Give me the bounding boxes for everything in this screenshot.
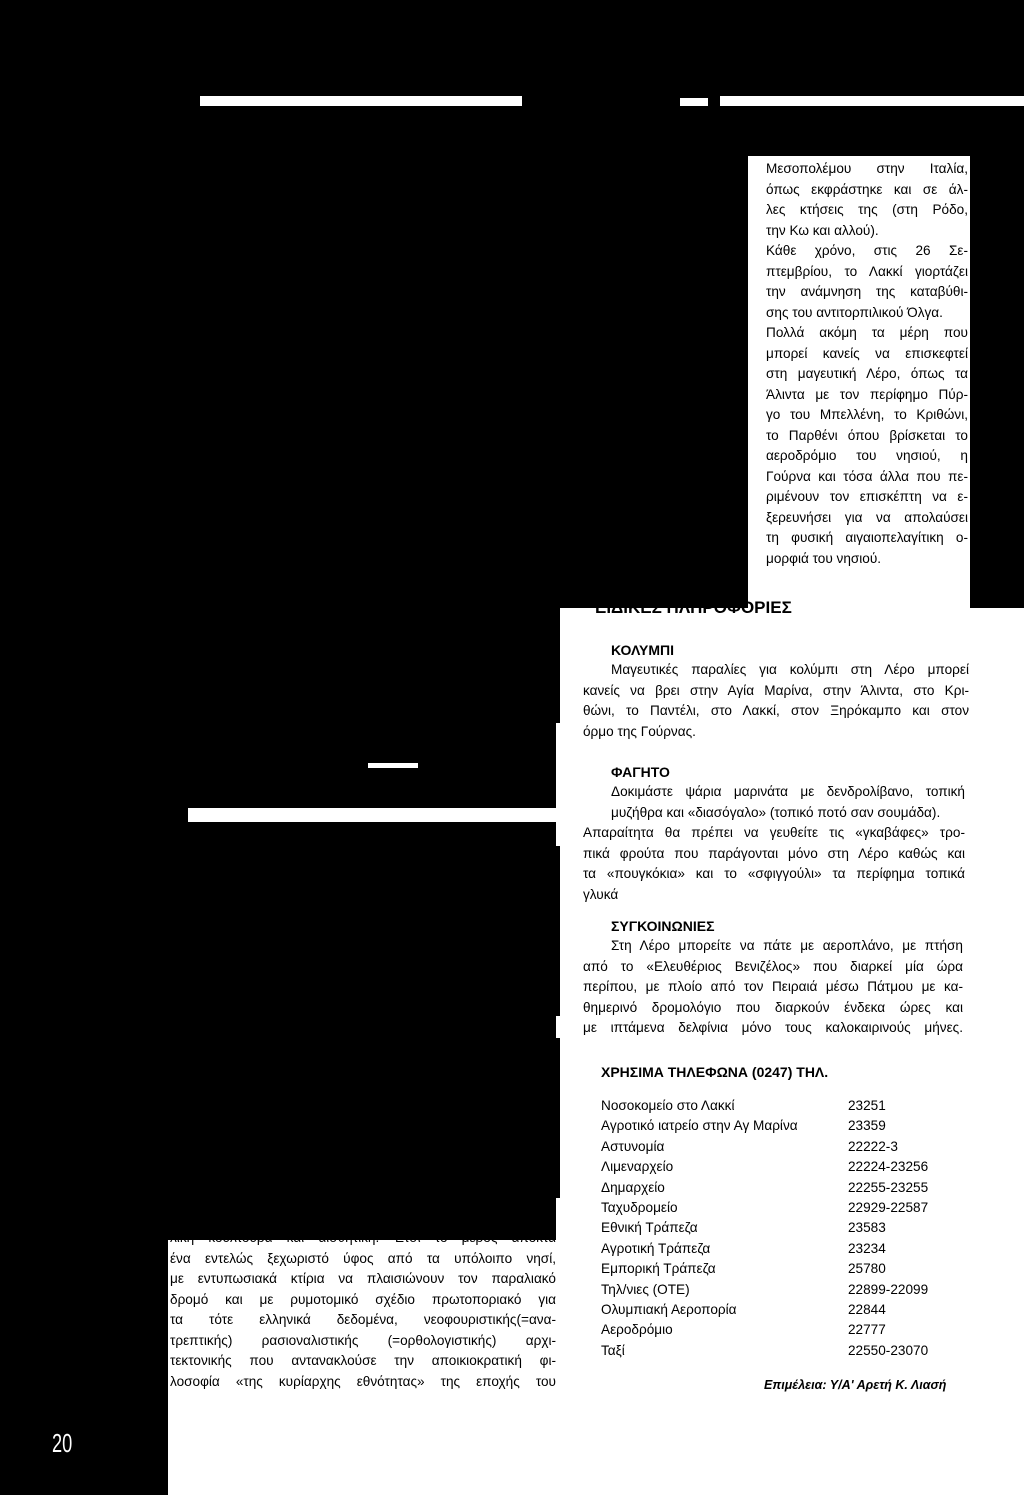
food-section	[583, 762, 965, 905]
text-line: με ιπτάμενα δελφίνια μόνο τους καλοκαιρινούς μήνες.	[583, 1020, 963, 1035]
text-line: Άλιντα με τον περίφημο Πύρ-	[766, 386, 968, 402]
dark-photo-area-right-lower	[590, 186, 748, 608]
phone-row	[601, 1300, 981, 1320]
phone-row	[601, 1178, 981, 1198]
dark-photo-area-right-stub-3	[556, 1038, 560, 1198]
phone-name: Αεροδρόμιο	[601, 1322, 673, 1338]
text-line: τα «πουγκόκια» και το «σφιγγούλι» τα περίφημα τοπικά	[583, 866, 965, 881]
phone-row	[601, 1239, 981, 1259]
text-line: το Παρθένι όπου βρίσκεται το	[766, 427, 968, 443]
phone-row	[601, 1218, 981, 1238]
dark-photo-area-right-edge	[970, 156, 1024, 608]
dark-photo-area-right	[590, 156, 748, 186]
phone-number: 22844	[848, 1302, 886, 1317]
phone-number: 22777	[848, 1322, 886, 1338]
text-line: λοσοφία «της κυρίαρχης εθνότητας» της εποχής του	[170, 1373, 556, 1389]
text-line: από το «Ελευθέριος Βενιζέλος» που διαρκεί μία ώρα	[583, 958, 963, 974]
text-line: θώνι, το Παντέλι, στο Λακκί, στον Ξηρόκαμπο και στον	[583, 703, 969, 718]
text-line: γο του Μπελλένη, το Κριθώνι,	[766, 407, 968, 422]
text-line: Κάθε χρόνο, στις 26 Σε-	[766, 243, 968, 258]
text-line: Δοκιμάστε ψάρια μαρινάτα με δενδρολίβανο, τοπική	[611, 784, 965, 799]
phone-number: 22929-22587	[848, 1200, 929, 1215]
text-line: πτεμβρίου, το Λακκί γιορτάζει	[766, 263, 968, 279]
top-rule-gap-1	[200, 96, 522, 106]
phone-number: 22899-22099	[848, 1281, 929, 1297]
phone-number: 22550-23070	[848, 1342, 929, 1358]
phone-name: Ταξί	[601, 1342, 625, 1358]
phone-number: 23583	[848, 1220, 886, 1236]
phone-name: Δημαρχείο	[601, 1179, 665, 1195]
text-line: δρομό και με ρυμοτομικό σχέδιο πρωτοποριακό για	[170, 1291, 556, 1307]
text-line: Μεσοπολέμου στην Ιταλία,	[766, 161, 968, 176]
text-line: λική κουλτούρα και αισθητική. Έτσι το μέρος αποκτά	[170, 1230, 556, 1245]
mid-rule-gap	[368, 763, 418, 768]
dark-photo-area-left	[0, 156, 590, 608]
phone-number: 23359	[848, 1118, 886, 1134]
phone-number: 23251	[848, 1098, 886, 1113]
phone-name: Εμπορική Τράπεζα	[601, 1261, 716, 1277]
dark-photo-area-mid	[0, 608, 556, 768]
phone-name: Τηλ/νιες (ΟΤΕ)	[601, 1281, 690, 1297]
phone-row	[601, 1116, 981, 1136]
special-info-title: ΕΙΔΙΚΕΣ ΠΛΗΡΟΦΟΡΙΕΣ	[595, 598, 792, 617]
text-line: τα τότε ελληνικά δεδομένα, νεοφουριστικής(=ανα-	[170, 1312, 556, 1327]
text-line: αεροδρόμιο του νησιού, η	[766, 448, 968, 463]
section-heading: ΣΥΓΚΟΙΝΩΝΙΕΣ	[611, 918, 715, 934]
phone-row	[601, 1259, 981, 1279]
dark-photo-area-right-stub-2	[556, 846, 560, 1016]
dark-photo-area-lower	[0, 768, 188, 1240]
text-line: σης του αντιτορπιλικού Όλγα.	[766, 304, 943, 320]
phone-number: 22222-3	[848, 1138, 898, 1154]
text-line: Απαραίτητα θα πρέπει να γευθείτε τις «γκαβάφες» τρο-	[583, 825, 965, 840]
text-line: όρμο της Γούρνας.	[583, 723, 696, 739]
text-line: περίπου, με πλοίο από τον Πειραιά μέσω Πάτμου με κα-	[583, 979, 963, 994]
phone-name: Ολυμπιακή Αεροπορία	[601, 1302, 737, 1317]
text-line: ριμένουν τον επισκέπτη να ε-	[766, 489, 968, 504]
text-line: όπως εκφράστηκε και σε άλ-	[766, 181, 968, 197]
section-heading: ΚΟΛΥΜΠΙ	[611, 642, 675, 658]
section-body	[583, 660, 969, 742]
phone-number: 23234	[848, 1240, 886, 1256]
page-number-box	[0, 1400, 168, 1495]
section-body	[583, 936, 963, 1039]
phone-row	[601, 1320, 981, 1340]
text-line: μπορεί κανείς να επισκεφτεί	[766, 345, 968, 361]
text-line: λες κτήσεις της (στη Ρόδο,	[766, 202, 968, 217]
text-line: Πολλά ακόμη τα μέρη που	[766, 325, 968, 340]
phone-name: Ταχυδρομείο	[601, 1200, 678, 1215]
section-body	[583, 782, 965, 905]
text-line: Μαγευτικές παραλίες για κολύμπι στη Λέρο μπορεί	[611, 662, 969, 677]
phone-name: Αστυνομία	[601, 1138, 665, 1154]
phone-row	[601, 1198, 981, 1218]
page-number: 20	[52, 1428, 73, 1458]
text-line: θημερινό δρομολόγιο που διαρκούν ένδεκα ώρες και	[583, 999, 963, 1015]
phone-row	[601, 1137, 981, 1157]
phone-number: 25780	[848, 1261, 886, 1277]
text-line: τεκτονικής που αντανακλούσε την αποικιοκρατική φι-	[170, 1353, 556, 1368]
phone-name: Αγροτική Τράπεζα	[601, 1240, 711, 1256]
text-line: πικά φρούτα που παράγονται μόνο στη Λέρο καθώς και	[583, 845, 965, 861]
text-line: με εντυπωσιακά κτίρια να πλαισιώνουν τον παραλιακό	[170, 1271, 556, 1286]
left-bottom-text	[170, 1228, 556, 1392]
text-line: Γούρνα και τόσα άλλα που πε-	[766, 468, 968, 484]
phone-number: 22224-23256	[848, 1159, 929, 1175]
text-line: ένα εντελώς ξεχωριστό ύφος από τα υπόλοιπο νησί,	[170, 1250, 556, 1266]
editor-credit: Επιμέλεια: Υ/Α' Αρετή Κ. Λιασή	[764, 1378, 947, 1392]
text-line: μυζήθρα και «διασόγαλο» (τοπικό ποτό σαν σουμάδα).	[611, 804, 941, 820]
swimming-section	[583, 640, 969, 742]
dark-photo-area-right-stub	[556, 608, 560, 723]
phone-row	[601, 1157, 981, 1177]
dark-photo-area-lower-b	[188, 822, 556, 1240]
text-line: στη μαγευτική Λέρο, όπως τα	[766, 366, 968, 381]
phone-row	[601, 1341, 981, 1361]
transport-section	[583, 916, 963, 1039]
text-line: μορφιά του νησιού.	[766, 550, 882, 566]
dark-photo-area-top	[0, 0, 1024, 156]
top-rule-gap-2	[720, 96, 1024, 106]
phone-name: Λιμεναρχείο	[601, 1159, 674, 1175]
text-line: την ανάμνηση της καταβύθι-	[766, 284, 968, 299]
text-line: τρεπτικής) ρασιοναλιστικής (=ορθολογιστικής) αρχι-	[170, 1332, 556, 1348]
text-line: Στη Λέρο μπορείτε να πάτε με αεροπλάνο, με πτήση	[611, 938, 963, 953]
text-line: ξερευνήσει για να απολαύσει	[766, 509, 968, 525]
text-line: κανείς να βρει στην Αγία Μαρίνα, στην Άλιντα, στο Κρι-	[583, 682, 969, 698]
right-column-text	[766, 159, 968, 569]
phone-name: Αγροτικό ιατρείο στην Αγ Μαρίνα	[601, 1118, 798, 1134]
phone-name: Νοσοκομείο στο Λακκί	[601, 1098, 735, 1113]
dark-photo-area-strip	[188, 768, 556, 808]
text-line: γλυκά	[583, 886, 619, 902]
phone-name: Εθνική Τράπεζα	[601, 1220, 698, 1236]
section-heading: ΦΑΓΗΤΟ	[611, 764, 670, 780]
phones-title: ΧΡΗΣΙΜΑ ΤΗΛΕΦΩΝΑ (0247) ΤΗΛ.	[601, 1064, 829, 1080]
phone-row	[601, 1280, 981, 1300]
text-line: τη φυσική αιγαιοπελαγίτικη ο-	[766, 530, 968, 545]
phone-row	[601, 1096, 981, 1116]
top-rule-gap-3	[680, 98, 708, 106]
phone-number: 22255-23255	[848, 1179, 929, 1195]
text-line: την Κω και αλλού).	[766, 222, 879, 238]
